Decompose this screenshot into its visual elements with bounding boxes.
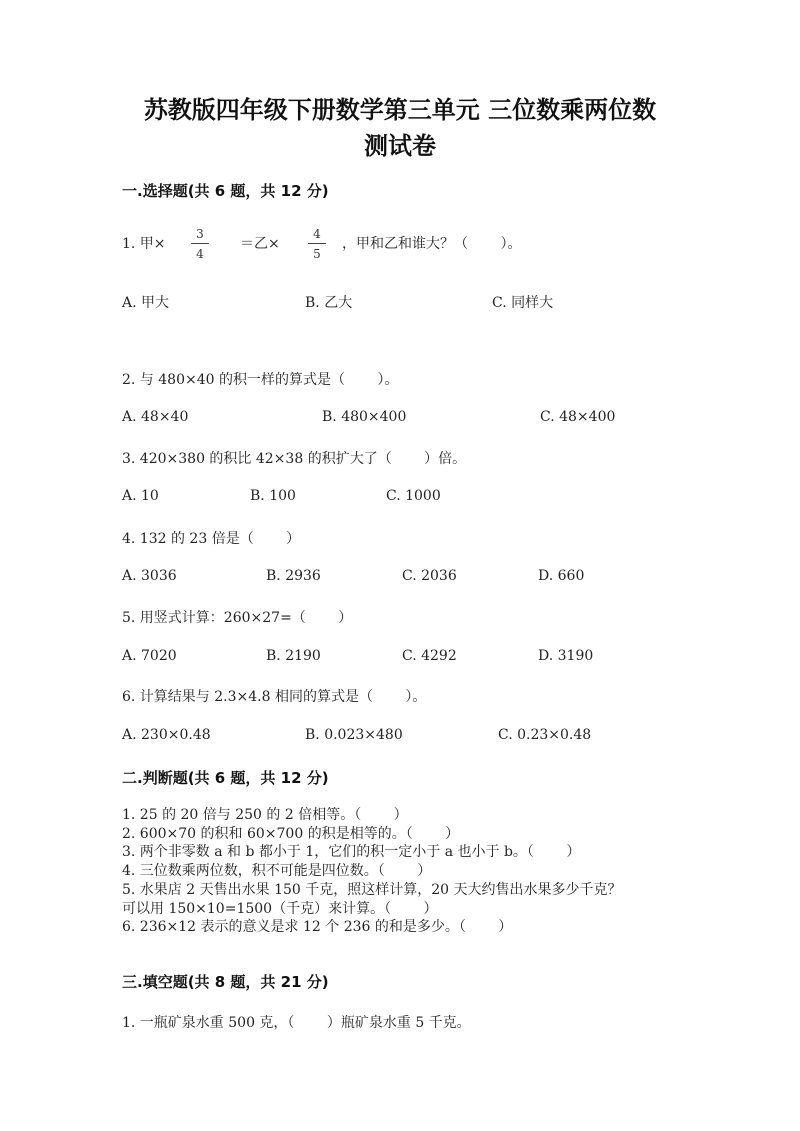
q1-option-b[interactable]: B. 乙大: [305, 295, 353, 311]
judge-question-4: 4. 三位数乘两位数，积不可能是四位数。（ ）: [122, 863, 432, 880]
q1-part-2: ＝乙×: [240, 236, 280, 252]
q6-option-c[interactable]: C. 0.23×0.48: [498, 727, 592, 743]
choice-question-3: 3. 420×380 的积比 42×38 的积扩大了（ ）倍。: [122, 451, 467, 467]
fraction-three-quarters: [191, 226, 209, 262]
fill-question-1: 1. 一瓶矿泉水重 500 克，（ ）瓶矿泉水重 5 千克。: [122, 1015, 471, 1031]
fraction-denominator: 5: [313, 247, 321, 261]
choice-question-6: 6. 计算结果与 2.3×4.8 相同的算式是（ ）。: [122, 689, 427, 705]
q1-option-a[interactable]: A. 甲大: [122, 295, 170, 311]
q2-option-c[interactable]: C. 48×400: [540, 409, 616, 425]
judge-question-5-cont: 可以用 150×10=1500（千克）来计算。（ ）: [122, 900, 438, 917]
judge-question-list: [122, 806, 622, 937]
q4-option-c[interactable]: C. 2036: [402, 568, 457, 584]
fraction-bar: [191, 243, 209, 244]
q3-option-a[interactable]: A. 10: [122, 488, 159, 504]
q5-option-a[interactable]: A. 7020: [122, 648, 177, 664]
title-line-2: 测试卷: [364, 132, 436, 160]
section-heading-choice: 一.选择题(共 6 题，共 12 分): [122, 182, 329, 200]
q5-option-c[interactable]: C. 4292: [402, 648, 457, 664]
judge-question-5: 5. 水果店 2 天售出水果 150 千克，照这样计算，20 天大约售出水果多少千克？: [122, 881, 622, 898]
choice-question-5: 5. 用竖式计算：260×27=（ ）: [122, 610, 353, 626]
choice-question-2: 2. 与 480×40 的积一样的算式是（ ）。: [122, 372, 399, 388]
section-heading-fill: 三.填空题(共 8 题，共 21 分): [122, 973, 329, 991]
q4-option-b[interactable]: B. 2936: [266, 568, 321, 584]
q4-option-a[interactable]: A. 3036: [122, 568, 177, 584]
fraction-bar: [308, 243, 326, 244]
page-title: [0, 92, 800, 164]
q4-option-d[interactable]: D. 660: [538, 568, 585, 584]
fraction-four-fifths: [308, 226, 326, 262]
judge-question-6: 6. 236×12 表示的意义是求 12 个 236 的和是多少。（ ）: [122, 919, 513, 936]
q1-option-c[interactable]: C. 同样大: [492, 295, 554, 311]
q3-option-c[interactable]: C. 1000: [386, 488, 441, 504]
fraction-numerator: 4: [313, 227, 321, 241]
fraction-denominator: 4: [196, 247, 204, 261]
fraction-numerator: 3: [196, 227, 204, 241]
q6-option-b[interactable]: B. 0.023×480: [305, 727, 403, 743]
judge-question-3: 3. 两个非零数 a 和 b 都小于 1，它们的积一定小于 a 也小于 b。（ ）: [122, 844, 581, 861]
judge-question-2: 2. 600×70 的积和 60×700 的积是相等的。（ ）: [122, 825, 460, 842]
q1-part-3: ，甲和乙和谁大？（ ）。: [342, 236, 522, 252]
choice-question-1: [122, 233, 166, 253]
q2-option-b[interactable]: B. 480×400: [322, 409, 407, 425]
q1-part-1: 1. 甲×: [122, 236, 166, 252]
choice-question-4: 4. 132 的 23 倍是（ ）: [122, 531, 301, 547]
title-line-1: 苏教版四年级下册数学第三单元 三位数乘两位数: [143, 96, 657, 124]
q2-option-a[interactable]: A. 48×40: [122, 409, 189, 425]
section-heading-judge: 二.判断题(共 6 题，共 12 分): [122, 769, 329, 787]
q3-option-b[interactable]: B. 100: [250, 488, 296, 504]
judge-question-1: 1. 25 的 20 倍与 250 的 2 倍相等。（ ）: [122, 807, 408, 823]
q5-option-b[interactable]: B. 2190: [266, 648, 321, 664]
q5-option-d[interactable]: D. 3190: [538, 648, 594, 664]
q6-option-a[interactable]: A. 230×0.48: [122, 727, 211, 743]
